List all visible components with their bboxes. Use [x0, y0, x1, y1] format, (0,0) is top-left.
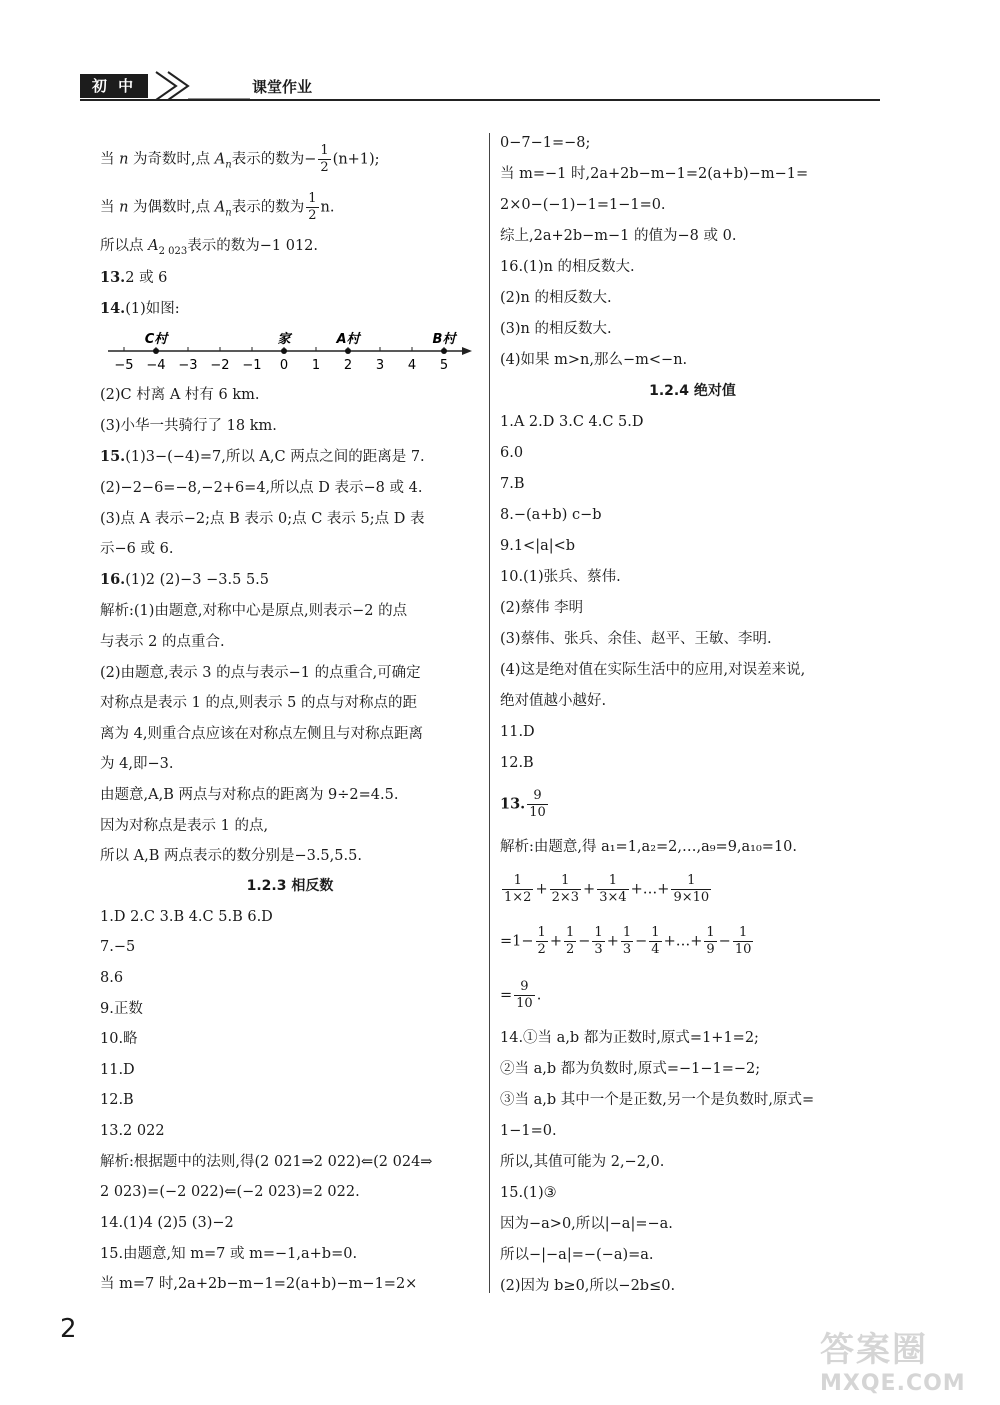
tick-label: −3 — [178, 358, 198, 373]
solution-line: 因为对称点是表示 1 的点, — [100, 818, 269, 834]
answer-line: 6.0 — [500, 445, 524, 461]
answer-line: 14.(1)4 (2)5 (3)−2 — [100, 1215, 234, 1231]
page-header — [80, 72, 880, 100]
answer-line: 1.D 2.C 3.B 4.C 5.B 6.D — [100, 909, 273, 925]
solution-line: 解析:根据题中的法则,得(2 021⇒2 022)⇐(2 024⇒ — [100, 1154, 433, 1170]
answer-line: 所以,其值可能为 2,−2,0. — [500, 1154, 665, 1170]
answer-line: 9.1<|a|<b — [500, 538, 576, 554]
answer-line: 1−1=0. — [500, 1123, 557, 1139]
solution-line: 与表示 2 的点重合. — [100, 634, 225, 650]
book-title: 课堂作业 — [252, 78, 313, 96]
answer-line: 14.①当 a,b 都为正数时,原式=1+1=2; — [500, 1030, 759, 1046]
answer-line: 当 m=7 时,2a+2b−m−1=2(a+b)−m−1=2× — [100, 1276, 418, 1292]
fraction: $\frac{1}{2}$ — [320, 143, 329, 175]
tick-label: 5 — [439, 358, 449, 373]
answer-line: (3)蔡伟、张兵、余佳、赵平、王敏、李明. — [500, 631, 772, 647]
answer-line: 14.(1)如图: — [100, 300, 180, 317]
tick-label: −1 — [242, 358, 262, 373]
section-heading: 1.2.4 绝对值 — [649, 383, 736, 399]
sum-line: $\frac{1}{1\times 2}$ + $\frac{1}{2\times 3}$ + $\frac{1}{3\times 4}$ +…+ $\frac{1}{9\times 10}$ — [504, 873, 710, 905]
answer-line: 15.(1)3−(−4)=7,所以 A,C 两点之间的距离是 7. — [100, 448, 425, 465]
tick-label: −5 — [114, 358, 134, 373]
answer-line: 因为−a>0,所以|−a|=−a. — [500, 1216, 673, 1232]
answer-line: 13. $\frac{9}{10}$ — [500, 788, 546, 820]
tick-label: 2 — [343, 358, 353, 373]
chevron-icon — [150, 68, 250, 100]
answer-line: (2)n 的相反数大. — [500, 290, 612, 306]
point-label: 家 — [277, 332, 291, 347]
answer-line: 绝对值越小越好. — [500, 693, 607, 709]
answer-line: (3)小华一共骑行了 18 km. — [100, 418, 277, 434]
answer-line: (3)n 的相反数大. — [500, 321, 612, 337]
point-marker — [281, 348, 287, 354]
tick-label: 3 — [375, 358, 385, 373]
sum-line: = $\frac{9}{10}$ . — [500, 979, 542, 1011]
answer-line: 当 n 为偶数时,点 $A_n$表示的数为 $\frac{1}{2}$ n. — [100, 191, 335, 223]
fraction: $\frac{9}{10}$ — [529, 788, 546, 820]
tick-label: 4 — [407, 358, 417, 373]
answer-line: ②当 a,b 都为负数时,原式=−1−1=−2; — [500, 1061, 761, 1077]
answer-line: 16.(1)n 的相反数大. — [500, 259, 635, 275]
fraction: $\frac{1}{2}$ — [308, 191, 317, 223]
point-marker — [345, 348, 351, 354]
point-marker — [153, 348, 159, 354]
point-label: A村 — [336, 332, 360, 347]
solution-line: 解析:由题意,得 a₁=1,a₂=2,…,a₉=9,a₁₀=10. — [500, 839, 798, 855]
page-number: 2 — [60, 1314, 77, 1344]
answer-line: 11.D — [100, 1062, 135, 1078]
answer-line: 13.2 022 — [100, 1123, 165, 1139]
answer-line: (3)点 A 表示−2;点 B 表示 0;点 C 表示 5;点 D 表 — [100, 511, 425, 527]
answer-line: 综上,2a+2b−m−1 的值为−8 或 0. — [500, 228, 737, 244]
answer-line: 当 m=−1 时,2a+2b−m−1=2(a+b)−m−1= — [500, 166, 809, 182]
answer-line: 9.正数 — [100, 1001, 143, 1017]
answer-line: (2)因为 b≥0,所以−2b≤0. — [500, 1278, 676, 1294]
solution-line: 由题意,A,B 两点与对称点的距离为 9÷2=4.5. — [100, 787, 399, 803]
answer-line: 12.B — [100, 1092, 134, 1108]
answer-line: (2)C 村离 A 村有 6 km. — [100, 387, 260, 403]
solution-line: 2 023)=(−2 022)⇐(−2 023)=2 022. — [100, 1184, 360, 1200]
column-divider — [489, 133, 490, 1293]
solution-line: 离为 4,则重合点应该在对称点左侧且与对称点距离 — [100, 726, 423, 742]
answer-line: 1.A 2.D 3.C 4.C 5.D — [500, 414, 644, 430]
answer-line: 15.由题意,知 m=7 或 m=−1,a+b=0. — [100, 1246, 358, 1262]
header-rule — [80, 99, 880, 101]
solution-line: 解析:(1)由题意,对称中心是原点,则表示−2 的点 — [100, 603, 408, 619]
answer-line: 12.B — [500, 755, 534, 771]
answer-line: (4)如果 m>n,那么−m<−n. — [500, 352, 688, 368]
answer-line: (4)这是绝对值在实际生活中的应用,对误差来说, — [500, 662, 806, 678]
section-heading: 1.2.3 相反数 — [246, 878, 334, 894]
sum-line: =1− $\frac{1}{2}$ + $\frac{1}{2}$ − $\frac{1}{3}$ + $\frac{1}{3}$ − $\frac{1}{4}$ +…+ $\frac{1}{9}$ − $\frac{1}{10}$ — [500, 925, 752, 957]
answer-line: 7.−5 — [100, 939, 136, 955]
solution-line: 所以 A,B 两点表示的数分别是−3.5,5.5. — [100, 848, 362, 864]
answer-line: 示−6 或 6. — [100, 541, 174, 557]
answer-line: 8.−(a+b) c−b — [500, 507, 602, 523]
number-line — [100, 329, 480, 383]
answer-line: 10.(1)张兵、蔡伟. — [500, 569, 621, 585]
answer-line: 7.B — [500, 476, 525, 492]
solution-line: (2)由题意,表示 3 的点与表示−1 的点重合,可确定 — [100, 665, 421, 681]
point-label: B村 — [432, 332, 456, 347]
point-label: C村 — [144, 332, 168, 347]
answer-line: 11.D — [500, 724, 535, 740]
answer-line: 所以点 $A_{2 023}$表示的数为−1 012. — [100, 238, 319, 257]
tick-label: 1 — [311, 358, 321, 373]
solution-line: 对称点是表示 1 的点,则表示 5 的点与对称点的距 — [100, 695, 417, 711]
arrow-right-icon — [462, 347, 472, 355]
answer-line: 16.(1)2 (2)−3 −3.5 5.5 — [100, 571, 270, 588]
answer-line: 13.2 或 6 — [100, 269, 168, 286]
solution-line: 为 4,即−3. — [100, 756, 174, 772]
answer-line: 所以−|−a|=−(−a)=a. — [500, 1247, 654, 1263]
answer-line: 10.略 — [100, 1031, 138, 1047]
answer-line: 2×0−(−1)−1=1−1=0. — [500, 197, 666, 213]
tick-label: 0 — [279, 358, 289, 373]
tick-label: −4 — [146, 358, 166, 373]
answer-line: ③当 a,b 其中一个是正数,另一个是负数时,原式= — [500, 1092, 815, 1108]
answer-line: 当 n 为奇数时,点 $A_n$表示的数为− $\frac{1}{2}$ (n+1); — [100, 143, 380, 175]
answer-line: 15.(1)③ — [500, 1185, 557, 1201]
answer-line: (2)−2−6=−8,−2+6=4,所以点 D 表示−8 或 4. — [100, 480, 423, 496]
answer-line: (2)蔡伟 李明 — [500, 600, 584, 616]
watermark-logo: 答案圈 MXQE.COM — [820, 1330, 966, 1396]
answer-line: 0−7−1=−8; — [500, 135, 591, 151]
grade-badge: 初 中 — [80, 74, 148, 98]
point-marker — [441, 348, 447, 354]
answer-line: 8.6 — [100, 970, 124, 986]
tick-label: −2 — [210, 358, 230, 373]
